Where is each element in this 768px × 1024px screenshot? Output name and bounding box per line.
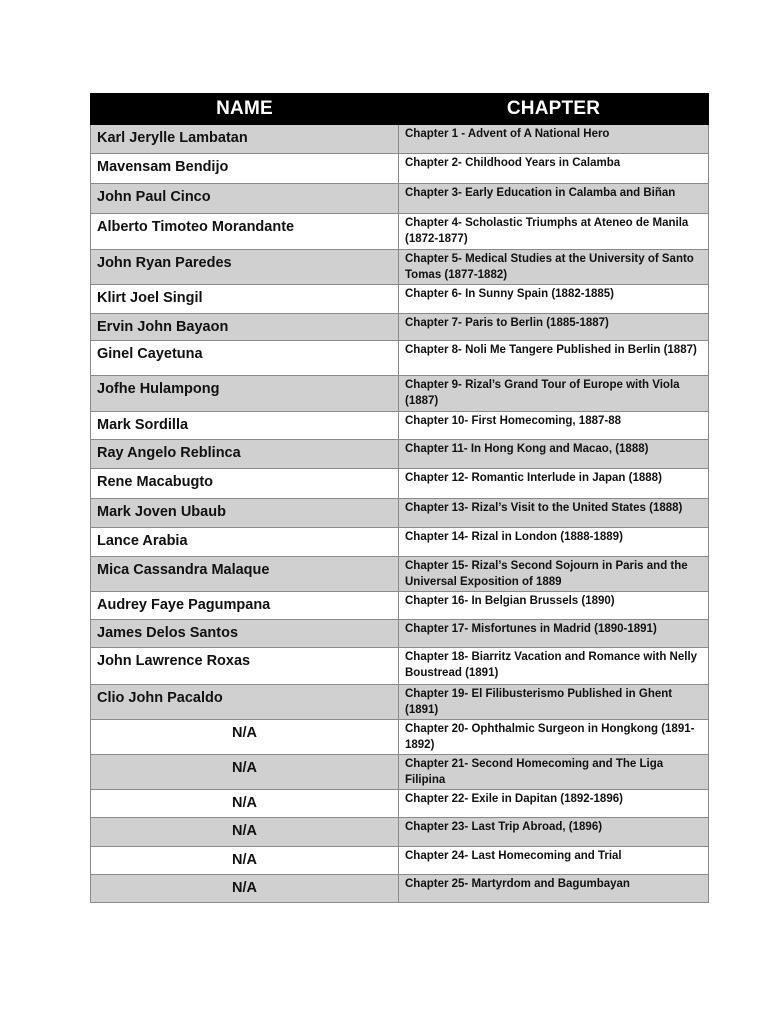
table-row (91, 499, 709, 528)
name-cell: Jofhe Hulampong (91, 376, 399, 412)
chapter-cell: Chapter 19- El Filibusterismo Published in Ghent (1891) (399, 685, 709, 720)
table-row (91, 592, 709, 620)
chapter-cell: Chapter 3- Early Education in Calamba and Biñan (399, 184, 709, 214)
chapter-cell: Chapter 24- Last Homecoming and Trial (399, 847, 709, 875)
name-cell: N/A (91, 818, 399, 847)
chapter-cell: Chapter 16- In Belgian Brussels (1890) (399, 592, 709, 620)
name-cell: Ray Angelo Reblinca (91, 440, 399, 469)
header-row (91, 94, 709, 125)
chapter-column-header: CHAPTER (399, 94, 709, 125)
table-row (91, 557, 709, 592)
chapter-cell: Chapter 25- Martyrdom and Bagumbayan (399, 875, 709, 903)
chapter-cell: Chapter 18- Biarritz Vacation and Romance with Nelly Boustread (1891) (399, 648, 709, 685)
table-row (91, 440, 709, 469)
name-cell: Alberto Timoteo Morandante (91, 214, 399, 250)
name-cell: Rene Macabugto (91, 469, 399, 499)
chapter-cell: Chapter 14- Rizal in London (1888-1889) (399, 528, 709, 557)
name-column-header: NAME (91, 94, 399, 125)
table-row (91, 790, 709, 818)
name-cell: Ginel Cayetuna (91, 341, 399, 376)
name-cell: Mark Joven Ubaub (91, 499, 399, 528)
name-cell: Karl Jerylle Lambatan (91, 125, 399, 154)
chapter-cell: Chapter 21- Second Homecoming and The Liga Filipina (399, 755, 709, 790)
chapter-cell: Chapter 22- Exile in Dapitan (1892-1896) (399, 790, 709, 818)
chapter-cell: Chapter 10- First Homecoming, 1887-88 (399, 412, 709, 440)
table-row (91, 285, 709, 314)
table-row (91, 125, 709, 154)
name-cell: Mark Sordilla (91, 412, 399, 440)
chapter-cell: Chapter 13- Rizal’s Visit to the United States (1888) (399, 499, 709, 528)
table-row (91, 648, 709, 685)
chapter-cell: Chapter 17- Misfortunes in Madrid (1890-1891) (399, 620, 709, 648)
name-cell: N/A (91, 847, 399, 875)
chapter-cell: Chapter 7- Paris to Berlin (1885-1887) (399, 314, 709, 341)
name-cell: Mavensam Bendijo (91, 154, 399, 184)
chapter-cell: Chapter 2- Childhood Years in Calamba (399, 154, 709, 184)
name-cell: Audrey Faye Pagumpana (91, 592, 399, 620)
name-cell: Ervin John Bayaon (91, 314, 399, 341)
table-row (91, 376, 709, 412)
chapter-cell: Chapter 9- Rizal’s Grand Tour of Europe with Viola (1887) (399, 376, 709, 412)
chapter-cell: Chapter 8- Noli Me Tangere Published in Berlin (1887) (399, 341, 709, 376)
name-cell: N/A (91, 755, 399, 790)
table-row (91, 214, 709, 250)
table-row (91, 818, 709, 847)
name-cell: Klirt Joel Singil (91, 285, 399, 314)
chapter-cell: Chapter 1 - Advent of A National Hero (399, 125, 709, 154)
name-cell: James Delos Santos (91, 620, 399, 648)
table-row (91, 469, 709, 499)
name-cell: N/A (91, 875, 399, 903)
table-row (91, 412, 709, 440)
table-row (91, 528, 709, 557)
chapter-cell: Chapter 15- Rizal’s Second Sojourn in Paris and the Universal Exposition of 1889 (399, 557, 709, 592)
table-row (91, 341, 709, 376)
chapter-cell: Chapter 11- In Hong Kong and Macao, (1888) (399, 440, 709, 469)
name-cell: John Lawrence Roxas (91, 648, 399, 685)
table-row (91, 620, 709, 648)
table-row (91, 685, 709, 720)
assignment-sheet (90, 93, 708, 903)
chapter-cell: Chapter 23- Last Trip Abroad, (1896) (399, 818, 709, 847)
name-cell: John Ryan Paredes (91, 250, 399, 285)
chapter-assignment-table (90, 93, 709, 903)
table-row (91, 154, 709, 184)
table-row (91, 755, 709, 790)
name-cell: John Paul Cinco (91, 184, 399, 214)
name-cell: N/A (91, 720, 399, 755)
table-row (91, 184, 709, 214)
table-row (91, 314, 709, 341)
chapter-cell: Chapter 5- Medical Studies at the University of Santo Tomas (1877-1882) (399, 250, 709, 285)
name-cell: Mica Cassandra Malaque (91, 557, 399, 592)
name-cell: Lance Arabia (91, 528, 399, 557)
table-row (91, 720, 709, 755)
chapter-cell: Chapter 6- In Sunny Spain (1882-1885) (399, 285, 709, 314)
name-cell: N/A (91, 790, 399, 818)
table-row (91, 875, 709, 903)
table-row (91, 250, 709, 285)
name-cell: Clio John Pacaldo (91, 685, 399, 720)
chapter-cell: Chapter 4- Scholastic Triumphs at Ateneo de Manila (1872-1877) (399, 214, 709, 250)
table-row (91, 847, 709, 875)
chapter-cell: Chapter 12- Romantic Interlude in Japan (1888) (399, 469, 709, 499)
chapter-cell: Chapter 20- Ophthalmic Surgeon in Hongkong (1891-1892) (399, 720, 709, 755)
